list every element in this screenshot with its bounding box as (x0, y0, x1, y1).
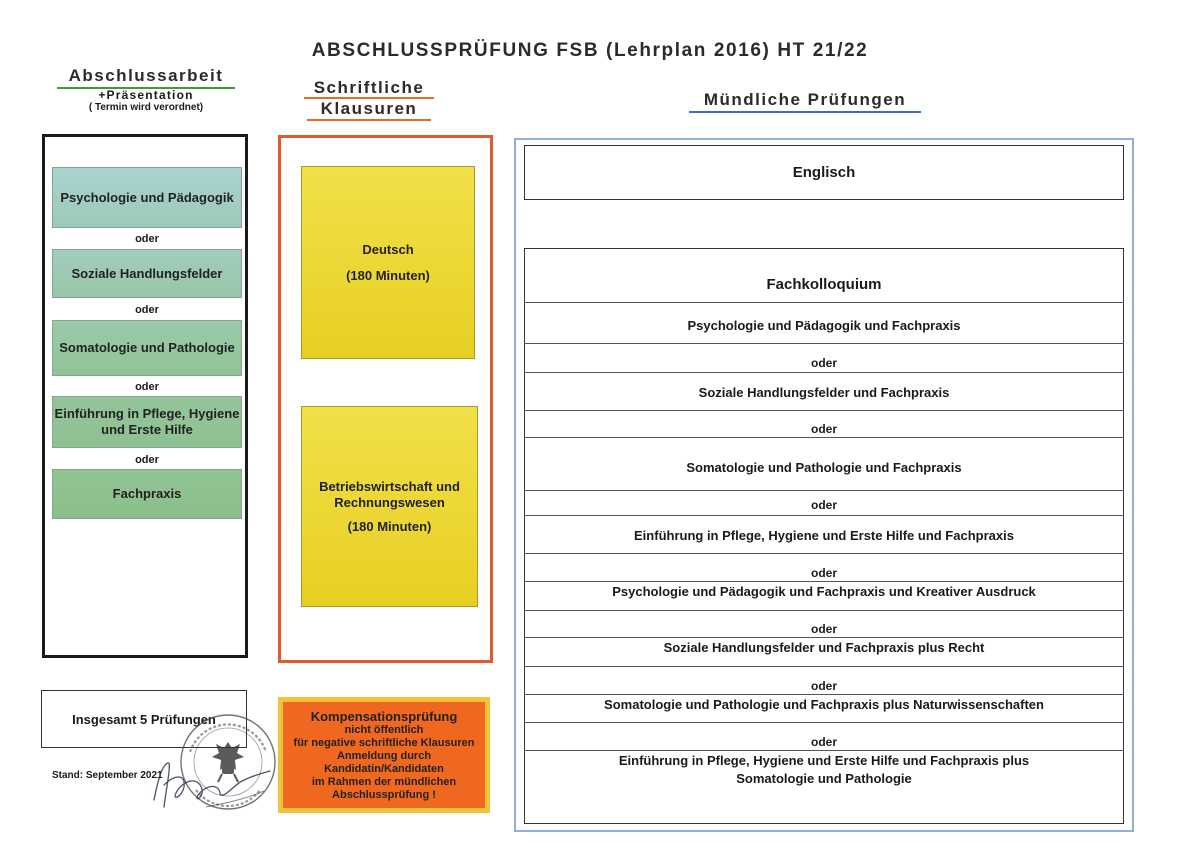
schriftliche-heading-line2: Klausuren (320, 99, 418, 118)
kompensationspruefung-box (278, 697, 490, 813)
klausur-deutsch-duration: (180 Minuten) (346, 267, 430, 283)
klausur-deutsch (301, 166, 475, 359)
muendliche-pruefungen-heading (680, 90, 930, 113)
divider (524, 343, 1124, 344)
klausur-bw-duration: (180 Minuten) (347, 518, 432, 534)
abschlussarbeit-heading (48, 66, 244, 89)
kompensation-line: Abschlussprüfung ! (332, 788, 436, 801)
oder-separator: oder (810, 622, 837, 636)
divider (524, 372, 1124, 373)
divider (524, 750, 1124, 751)
divider (524, 437, 1124, 438)
abschluss-option-fachpraxis: Fachpraxis (52, 469, 242, 519)
abschlussarbeit-heading-text: Abschlussarbeit (68, 66, 224, 85)
schriftliche-klausuren-heading (294, 78, 444, 121)
fachkolloquium-option-2: Soziale Handlungsfelder und Fachpraxis (698, 385, 950, 400)
divider (524, 610, 1124, 611)
oder-separator: oder (810, 356, 837, 370)
divider (524, 490, 1124, 491)
fachkolloquium-option-5: Psychologie und Pädagogik und Fachpraxis und Kreativer Ausdruck (612, 584, 1036, 599)
oder-separator: oder (135, 304, 159, 316)
stand-date: Stand: September 2021 (52, 770, 163, 781)
oder-separator: oder (135, 233, 159, 245)
muendliche-underline (689, 111, 921, 113)
divider (524, 515, 1124, 516)
abschluss-option-soziale: Soziale Handlungsfelder (52, 249, 242, 298)
fachkolloquium-option-7: Somatologie und Pathologie und Fachpraxis plus Naturwissenschaften (604, 697, 1044, 712)
fachkolloquium-option-8: Einführung in Pflege, Hygiene und Erste Hilfe und Fachpraxis plus Somatologie und Pathologie (618, 753, 1030, 786)
divider (524, 666, 1124, 667)
fachkolloquium-option-4: Einführung in Pflege, Hygiene und Erste Hilfe und Fachpraxis (634, 528, 1014, 543)
abschluss-option-pflege: Einführung in Pflege, Hygiene und Erste Hilfe (52, 396, 242, 448)
kompensation-line: Kandidatin/Kandidaten (324, 762, 444, 775)
page-title: ABSCHLUSSPRÜFUNG FSB (Lehrplan 2016) HT 21/22 (311, 40, 869, 61)
fachkolloquium-option-3: Somatologie und Pathologie und Fachpraxis (686, 460, 962, 475)
total-pruefungen-box: Insgesamt 5 Prüfungen (41, 690, 247, 748)
oder-separator: oder (810, 566, 837, 580)
fachkolloquium-option-6: Soziale Handlungsfelder und Fachpraxis plus Recht (663, 640, 985, 655)
kompensation-line: Anmeldung durch (336, 749, 432, 762)
fachkolloquium-option-1: Psychologie und Pädagogik und Fachpraxis (687, 318, 961, 333)
klausuren-underline (307, 119, 431, 121)
divider (524, 553, 1124, 554)
schriftliche-heading-line1: Schriftliche (313, 78, 425, 97)
abschluss-option-psychologie: Psychologie und Pädagogik (52, 167, 242, 228)
englisch-box: Englisch (524, 145, 1124, 200)
divider (524, 302, 1124, 303)
oder-separator: oder (810, 735, 837, 749)
klausur-betriebswirtschaft (301, 406, 478, 607)
oder-separator: oder (135, 381, 159, 393)
kompensation-line: im Rahmen der mündlichen (311, 775, 457, 788)
oder-separator: oder (810, 679, 837, 693)
muendliche-heading-text: Mündliche Prüfungen (703, 90, 907, 109)
oder-separator: oder (135, 454, 159, 466)
oder-separator: oder (810, 422, 837, 436)
divider (524, 581, 1124, 582)
kompensation-line: nicht öffentlich (344, 723, 424, 736)
handwritten-signature (146, 745, 276, 815)
termin-note: ( Termin wird verordnet) (88, 102, 204, 113)
praesentation-subheading: +Präsentation (98, 88, 194, 102)
kompensation-title: Kompensationsprüfung (310, 708, 458, 724)
klausur-deutsch-name: Deutsch (362, 241, 414, 257)
klausur-bw-name: Betriebswirtschaft und Rechnungswesen (319, 478, 460, 510)
kompensation-line: für negative schriftliche Klausuren (293, 736, 475, 749)
divider (524, 694, 1124, 695)
divider (524, 637, 1124, 638)
oder-separator: oder (810, 498, 837, 512)
abschluss-option-somatologie: Somatologie und Pathologie (52, 320, 242, 376)
fachkolloquium-title: Fachkolloquium (766, 276, 882, 293)
divider (524, 722, 1124, 723)
divider (524, 410, 1124, 411)
